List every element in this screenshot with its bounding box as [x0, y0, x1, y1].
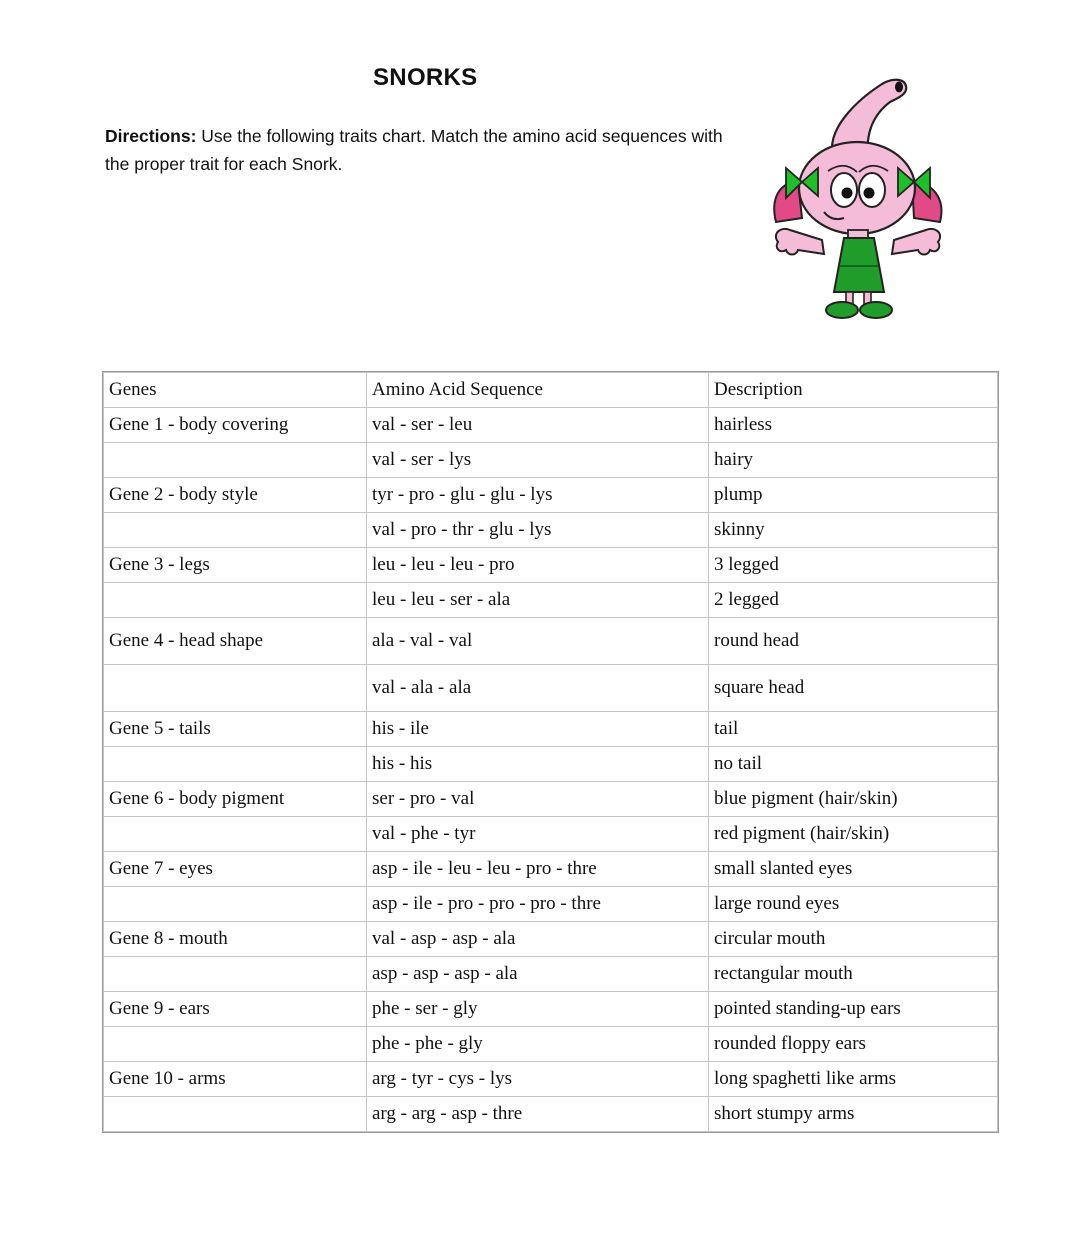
description-cell: long spaghetti like arms	[709, 1062, 998, 1097]
description-cell: small slanted eyes	[709, 852, 998, 887]
snork-arm-left	[776, 229, 824, 255]
sequence-cell: leu - leu - leu - pro	[367, 548, 709, 583]
snork-illustration	[762, 70, 958, 326]
description-cell: square head	[709, 665, 998, 712]
table-row	[104, 1062, 998, 1097]
directions-body: Use the following traits chart. Match the amino acid sequences with the proper trait for each Snork.	[105, 126, 723, 174]
description-cell: 3 legged	[709, 548, 998, 583]
directions-label: Directions:	[105, 126, 197, 146]
sequence-cell: ser - pro - val	[367, 782, 709, 817]
description-cell: round head	[709, 618, 998, 665]
gene-cell: Gene 9 - ears	[104, 992, 367, 1027]
sequence-cell: his - ile	[367, 712, 709, 747]
table-row	[104, 957, 998, 992]
sequence-cell: val - ser - leu	[367, 408, 709, 443]
description-cell: tail	[709, 712, 998, 747]
header-sequence: Amino Acid Sequence	[367, 373, 709, 408]
snork-dress	[834, 238, 884, 292]
snork-arm-right	[892, 229, 940, 255]
description-cell: red pigment (hair/skin)	[709, 817, 998, 852]
table-row	[104, 478, 998, 513]
sequence-cell: leu - leu - ser - ala	[367, 583, 709, 618]
table-row	[104, 887, 998, 922]
table-header-row	[104, 373, 998, 408]
sequence-cell: asp - ile - pro - pro - pro - thre	[367, 887, 709, 922]
directions-text	[105, 122, 745, 178]
description-cell: pointed standing-up ears	[709, 992, 998, 1027]
header-description: Description	[709, 373, 998, 408]
gene-cell: Gene 6 - body pigment	[104, 782, 367, 817]
sequence-cell: his - his	[367, 747, 709, 782]
gene-cell	[104, 513, 367, 548]
sequence-cell: asp - asp - asp - ala	[367, 957, 709, 992]
sequence-cell: asp - ile - leu - leu - pro - thre	[367, 852, 709, 887]
gene-cell	[104, 583, 367, 618]
table-row	[104, 408, 998, 443]
table-row	[104, 443, 998, 478]
description-cell: rectangular mouth	[709, 957, 998, 992]
description-cell: blue pigment (hair/skin)	[709, 782, 998, 817]
sequence-cell: val - ala - ala	[367, 665, 709, 712]
page-title: SNORKS	[373, 64, 478, 91]
table-row	[104, 712, 998, 747]
gene-cell: Gene 7 - eyes	[104, 852, 367, 887]
gene-cell	[104, 1097, 367, 1132]
description-cell: skinny	[709, 513, 998, 548]
table-row	[104, 922, 998, 957]
description-cell: hairy	[709, 443, 998, 478]
gene-cell: Gene 3 - legs	[104, 548, 367, 583]
table-row	[104, 513, 998, 548]
table-row	[104, 1027, 998, 1062]
sequence-cell: val - asp - asp - ala	[367, 922, 709, 957]
sequence-cell: ala - val - val	[367, 618, 709, 665]
gene-cell	[104, 957, 367, 992]
gene-cell: Gene 2 - body style	[104, 478, 367, 513]
sequence-cell: arg - tyr - cys - lys	[367, 1062, 709, 1097]
gene-cell	[104, 443, 367, 478]
table-row	[104, 665, 998, 712]
sequence-cell: phe - ser - gly	[367, 992, 709, 1027]
description-cell: hairless	[709, 408, 998, 443]
gene-cell: Gene 5 - tails	[104, 712, 367, 747]
sequence-cell: val - ser - lys	[367, 443, 709, 478]
description-cell: no tail	[709, 747, 998, 782]
snork-shoe-right	[860, 302, 892, 318]
table-row	[104, 1097, 998, 1132]
description-cell: large round eyes	[709, 887, 998, 922]
gene-cell	[104, 1027, 367, 1062]
gene-cell: Gene 8 - mouth	[104, 922, 367, 957]
gene-cell	[104, 817, 367, 852]
description-cell: rounded floppy ears	[709, 1027, 998, 1062]
table-row	[104, 583, 998, 618]
table-row	[104, 782, 998, 817]
sequence-cell: val - phe - tyr	[367, 817, 709, 852]
snorkel-hole-icon	[895, 82, 903, 93]
gene-cell	[104, 887, 367, 922]
description-cell: short stumpy arms	[709, 1097, 998, 1132]
traits-table	[103, 372, 998, 1132]
gene-cell: Gene 10 - arms	[104, 1062, 367, 1097]
description-cell: circular mouth	[709, 922, 998, 957]
gene-cell	[104, 665, 367, 712]
sequence-cell: val - pro - thr - glu - lys	[367, 513, 709, 548]
sequence-cell: phe - phe - gly	[367, 1027, 709, 1062]
gene-cell: Gene 4 - head shape	[104, 618, 367, 665]
table-row	[104, 747, 998, 782]
table-row	[104, 548, 998, 583]
table-row	[104, 817, 998, 852]
table-row	[104, 852, 998, 887]
gene-cell	[104, 747, 367, 782]
description-cell: plump	[709, 478, 998, 513]
snork-shoe-left	[826, 302, 858, 318]
description-cell: 2 legged	[709, 583, 998, 618]
table-row	[104, 618, 998, 665]
header-genes: Genes	[104, 373, 367, 408]
table-row	[104, 992, 998, 1027]
sequence-cell: tyr - pro - glu - glu - lys	[367, 478, 709, 513]
gene-cell: Gene 1 - body covering	[104, 408, 367, 443]
sequence-cell: arg - arg - asp - thre	[367, 1097, 709, 1132]
